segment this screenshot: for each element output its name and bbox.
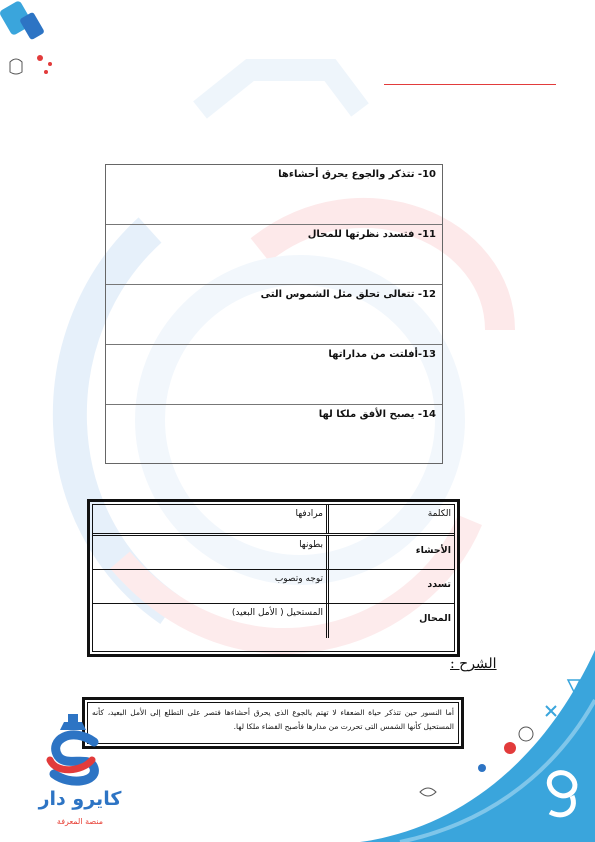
vocabulary-row (93, 604, 454, 638)
flask-hand-decoration-icon (0, 0, 70, 90)
vocabulary-row (93, 536, 454, 570)
vocabulary-word: تسدد (326, 570, 454, 603)
explanation-text: أما النسور حين تتذكر حياة الضعفاء لا تهتم بالجوع الذى يحرق أحشاءها فتصر على التطلع إلى الأمل البعيد، كأنه المستحيل كأنها الشمس التى تحررت من مدارها فأصبح الفضاء ملكا لها. (92, 708, 454, 731)
vocabulary-word: المحال (326, 604, 454, 638)
questions-table (105, 164, 443, 464)
vocabulary-table (87, 499, 460, 657)
question-row: 10- تتذكر والجوع يحرق أحشاءها (106, 165, 442, 225)
vocabulary-synonym: بطونها (299, 540, 323, 550)
vocabulary-synonym: المستحيل ( الأمل البعيد) (231, 608, 323, 618)
brand-tagline: منصة المعرفة (56, 817, 104, 826)
question-row: 13-أفلتت من مداراتها (106, 345, 442, 405)
column-header-synonym: مرادفها (295, 509, 323, 519)
question-row: 12- تتعالى تحلق مثل الشموس التى (106, 285, 442, 345)
question-row: 14- يصبح الأفق ملكا لها (318, 409, 436, 420)
header-rule (384, 84, 556, 85)
question-row: 11- فتسدد نظرتها للمحال (106, 225, 442, 285)
vocabulary-synonym: توجه وتصوب (274, 574, 323, 584)
vocabulary-row (93, 570, 454, 604)
explanation-title: الشرح : (450, 656, 497, 672)
column-header-word: الكلمة (326, 505, 454, 533)
vocabulary-word: الأحشاء (326, 536, 454, 569)
vocabulary-header-row (93, 505, 454, 536)
corner-wave-decoration (340, 640, 595, 842)
brand-name: كايرو دار (38, 788, 122, 810)
brand-logo-icon (42, 712, 108, 786)
